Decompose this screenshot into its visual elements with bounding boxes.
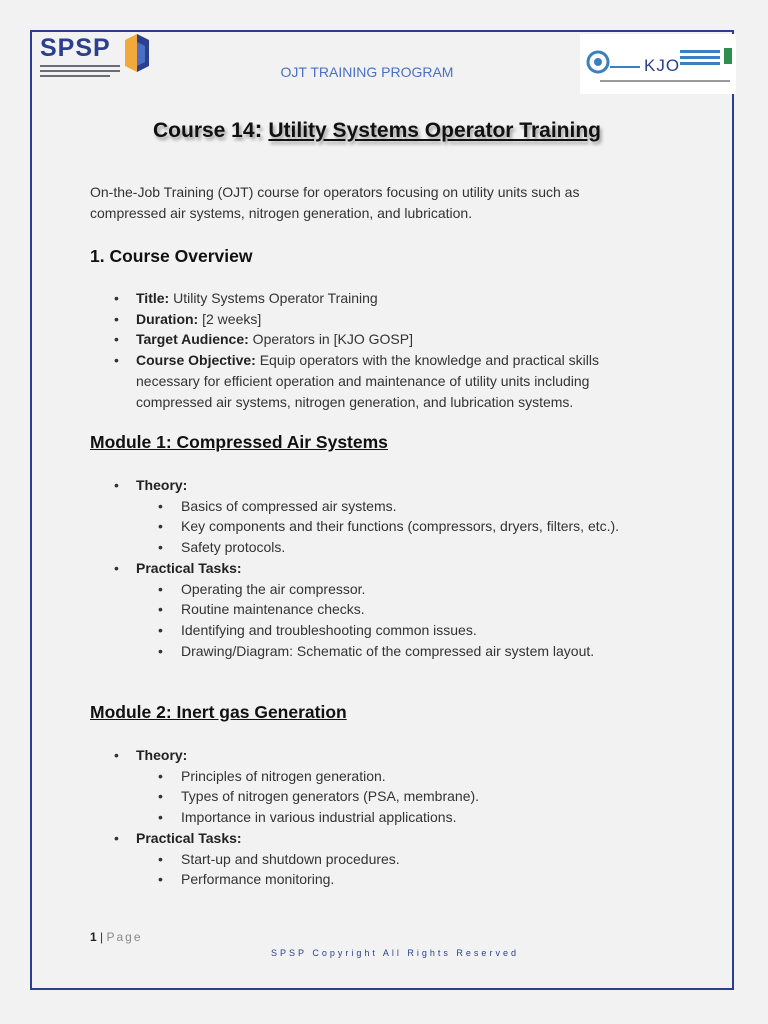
item-text: [2 weeks] (198, 310, 262, 327)
theory-label: Theory: (136, 477, 188, 493)
item-label: Title: (136, 290, 170, 306)
kjo-footer-text (600, 80, 730, 82)
practical-list (136, 849, 650, 890)
theory-list (136, 766, 650, 828)
kjo-drop-icon (586, 48, 610, 78)
list-item: • Importance in various industrial applications. (136, 807, 650, 828)
program-title: OJT TRAINING PROGRAM (280, 64, 454, 80)
intro-paragraph: On-the-Job Training (OJT) course for operators focusing on utility units such as compressed air systems, nitrogen generation, and lubrication. (90, 184, 580, 221)
list-item: • Basics of compressed air systems. (136, 496, 650, 517)
module1-list (90, 475, 650, 661)
list-item: • Types of nitrogen generators (PSA, membrane). (136, 786, 650, 807)
title-colon: : (254, 116, 263, 143)
overview-heading: 1. Course Overview (90, 246, 253, 266)
practical-label: Practical Tasks: (136, 559, 242, 576)
kjo-logo (580, 34, 736, 94)
practical-list (136, 579, 650, 662)
overview-list (90, 288, 650, 412)
kjo-arabic-text (610, 54, 640, 68)
list-item: • Operating the air compressor. (136, 579, 650, 600)
item-label: Target Audience: (136, 331, 249, 348)
list-item (90, 745, 650, 828)
item-label: Duration: (136, 310, 199, 327)
item-text: Utility Systems Operator Training (169, 290, 378, 306)
kjo-subtext (680, 50, 720, 53)
item-text: Operators in [KJO GOSP] (248, 331, 413, 348)
list-item: • Identifying and troubleshooting common issues. (136, 620, 650, 641)
theory-label: Theory: (136, 747, 188, 763)
course-number: Course 14 (153, 119, 255, 142)
list-item (90, 288, 650, 309)
list-item: • Start-up and shutdown procedures. (136, 849, 650, 870)
page-number: 1 (90, 930, 97, 944)
kjo-logo-text: KJO (644, 56, 681, 75)
page-label: Page (106, 930, 143, 944)
list-item: • Safety protocols. (136, 537, 650, 558)
aramco-icon (722, 48, 734, 64)
copyright-text: SPSP Copyright All Rights Reserved (271, 948, 519, 958)
page-number-footer (90, 930, 143, 944)
list-item: • Routine maintenance checks. (136, 599, 650, 620)
list-item (90, 475, 650, 558)
course-name: Utility Systems Operator Training (268, 119, 601, 142)
theory-list (136, 496, 650, 558)
item-text: Equip operators with the knowledge and practical skills necessary for efficient operation and maintenance of utility units including compressed air systems, nitrogen generation, and lubrication systems. (136, 352, 600, 410)
list-item: • Principles of nitrogen generation. (136, 766, 650, 787)
module2-heading: Module 2: Inert gas Generation (90, 702, 347, 722)
page-separator: | (96, 930, 107, 944)
spsp-logo-text: SPSP (40, 34, 111, 62)
module2-list (90, 745, 650, 890)
list-item (90, 309, 650, 330)
list-item (90, 350, 650, 412)
module1-heading: Module 1: Compressed Air Systems (90, 432, 388, 452)
item-label: Course Objective: (136, 352, 256, 369)
list-item (90, 558, 650, 662)
course-title (0, 116, 754, 144)
list-item (90, 828, 650, 890)
list-item: • Drawing/Diagram: Schematic of the compressed air system layout. (136, 641, 650, 662)
practical-label: Practical Tasks: (136, 829, 242, 846)
list-item (90, 329, 650, 350)
list-item: • Key components and their functions (compressors, dryers, filters, etc.). (136, 516, 650, 537)
list-item: • Performance monitoring. (136, 869, 650, 890)
